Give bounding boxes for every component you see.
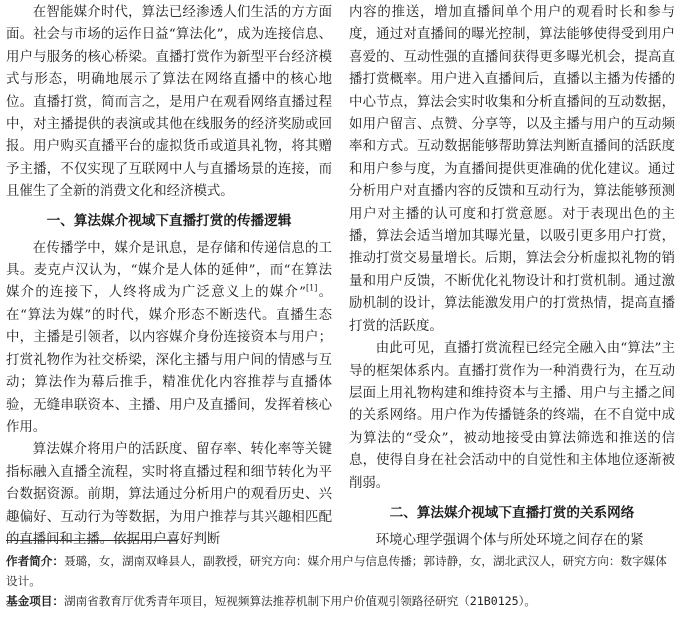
- footnote-divider: [6, 540, 178, 541]
- paragraph-media-logic-a: 在传播学中，媒介是讯息，是存储和传递信息的工具。麦克卢汉认为，“媒介是人体的延伸”，而“在算法媒介的连接下，人终将成为广泛意义上的媒介”: [6, 240, 332, 301]
- footnotes: [6, 551, 674, 611]
- paragraph-environment: 环境心理学强调个体与所处环境之间存在的紧: [375, 532, 644, 548]
- left-column: [6, 2, 332, 551]
- author-note-label: 作者简介：: [6, 554, 64, 568]
- right-column: [349, 2, 675, 552]
- paragraph-algorithm-metrics-cont: 内容的推送，增加直播间单个用户的观看时长和参与度，通过对直播间的曝光控制，算法能够使得受到用户喜爱的、互动性强的直播间获得更多曝光机会，提高直播打赏概率。用户进入直播间后，直播以主播为传播的中心节点，算法会实时收集和分析直播间的互动数据，如用户留言、点赞、分享等，以及主播与用户的互动频率和方式。互动数据能够帮助算法判断直播间的活跃度和用户参与度，为直播间提供更准确的优化建议。通过分析用户对直播内容的反馈和互动行为，算法能够预测用户对主播的认可度和打赏意愿。对于表现出色的主播，算法会适当增加其曝光量，以吸引更多用户打赏，推动打赏交易量增长。后期，算法会分析虚拟礼物的销量和用户反馈，不断优化礼物设计和打赏机制。通过激励机制的设计，算法能激发用户的打赏热情，提高直播打赏的活跃度。: [349, 5, 675, 334]
- paragraph-media-logic-b: 。在“算法为媒”的时代，媒介形态不断迭代。直播生态中，主播是引领者，以内容媒介身份连接资本与用户；打赏礼物作为社交桥梁，深化主播与用户间的情感与互动；算法作为幕后推手，精准优化内容推荐与直播体验，无缝串联资本、主播、用户及直播间，发挥着核心作用。: [6, 285, 332, 435]
- paragraph-conclusion: 由此可见，直播打赏流程已经完全融入由“算法”主导的框架体系内。直播打赏作为一种消费行为，在互动层面上用礼物构建和维持资本与主播、用户与主播之间的关系网络。用户作为传播链条的终端，在不自觉中成为算法的“受众”，被动地接受由算法筛选和推送的信息，使得自身在社会活动中的自觉性和主体地位逐渐被削弱。: [349, 341, 675, 491]
- paragraph-media-logic: [6, 238, 332, 440]
- fund-note-label: 基金项目：: [6, 594, 64, 608]
- paragraph-intro: 在智能媒介时代，算法已经渗透人们生活的方方面面。社会与市场的运作日益“算法化”，成为连接信息、用户与服务的核心桥梁。直播打赏作为新型平台经济模式与形态，明确地展示了算法在网络直播中的核心地位。直播打赏，简而言之，是用户在观看网络直播过程中，对主播提供的表演或其他在线服务的经济奖励或回报。用户购买直播平台的虚拟货币或道具礼物，将其赠予主播，不仅实现了互联网中人与直播场景的连接，而且催生了全新的消费文化和经济模式。: [6, 5, 332, 200]
- paragraph-algorithm-metrics: 算法媒介将用户的活跃度、留存率、转化率等关键指标融入直播全流程，实时将直播过程和细节转化为平台数据资源。前期，算法通过分析用户的观看历史、兴趣偏好、互动行为等数据，为用户推荐与其兴趣相匹配的直播间和主播。依据用户喜好判断: [6, 442, 332, 547]
- fund-note-text: 湖南省教育厅优秀青年项目，短视频算法推荐机制下用户价值观引领路径研究（21B0125）。: [63, 594, 537, 608]
- author-note: [6, 551, 674, 591]
- author-note-text: 聂璐，女，湖南双峰县人，副教授，研究方向：媒介用户与信息传播；郭诗静，女，湖北武汉人，研究方向：数字媒体设计。: [6, 554, 667, 588]
- citation-1[interactable]: [1]: [305, 284, 318, 293]
- section-heading-2: 二、算法媒介视域下直播打赏的关系网络: [389, 504, 635, 521]
- section-heading-1: 一、算法媒介视域下直播打赏的传播逻辑: [46, 212, 292, 229]
- fund-note: [6, 591, 674, 611]
